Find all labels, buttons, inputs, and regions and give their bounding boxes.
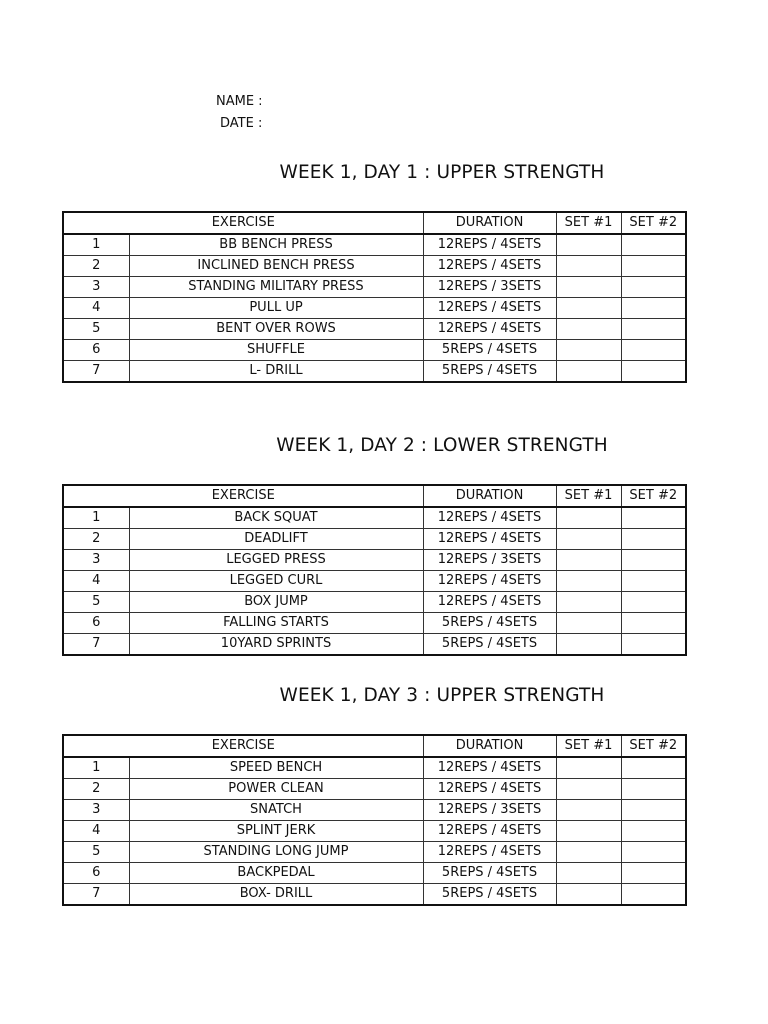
table-header-row [63,485,686,507]
set1-cell[interactable] [556,592,621,613]
set1-cell[interactable] [556,634,621,656]
day-3-title: WEEK 1, DAY 3 : UPPER STRENGTH [279,685,605,706]
set1-cell[interactable] [556,842,621,863]
set1-header: SET #1 [556,735,621,757]
table-row [63,234,686,256]
set2-cell[interactable] [621,800,686,821]
exercise-cell: STANDING MILITARY PRESS [129,277,423,298]
row-number: 3 [63,277,129,298]
row-number: 6 [63,863,129,884]
set1-cell[interactable] [556,571,621,592]
set1-cell[interactable] [556,863,621,884]
exercise-cell: POWER CLEAN [129,779,423,800]
date-label: DATE : [220,116,263,131]
day-3-table [62,734,687,906]
row-number: 5 [63,319,129,340]
row-number: 3 [63,800,129,821]
row-number: 6 [63,613,129,634]
row-number: 5 [63,592,129,613]
set1-cell[interactable] [556,277,621,298]
set2-cell[interactable] [621,319,686,340]
row-number: 4 [63,571,129,592]
table-row [63,592,686,613]
set2-header: SET #2 [621,212,686,234]
exercise-cell: LEGGED CURL [129,571,423,592]
table-row [63,340,686,361]
set2-cell[interactable] [621,634,686,656]
set1-cell[interactable] [556,613,621,634]
table-row [63,361,686,383]
duration-cell: 5REPS / 4SETS [423,613,556,634]
set2-cell[interactable] [621,779,686,800]
set2-cell[interactable] [621,592,686,613]
duration-cell: 12REPS / 3SETS [423,277,556,298]
table-row [63,800,686,821]
set1-cell[interactable] [556,234,621,256]
set1-cell[interactable] [556,821,621,842]
set1-cell[interactable] [556,884,621,906]
set2-cell[interactable] [621,571,686,592]
set2-cell[interactable] [621,821,686,842]
set1-cell[interactable] [556,361,621,383]
table-row [63,256,686,277]
table-row [63,634,686,656]
set1-cell[interactable] [556,550,621,571]
duration-cell: 5REPS / 4SETS [423,863,556,884]
table-row [63,529,686,550]
table-row [63,842,686,863]
table-row [63,884,686,906]
set1-cell[interactable] [556,340,621,361]
set2-cell[interactable] [621,234,686,256]
row-number: 4 [63,298,129,319]
set1-cell[interactable] [556,256,621,277]
duration-cell: 5REPS / 4SETS [423,884,556,906]
table-header-row [63,735,686,757]
duration-cell: 12REPS / 4SETS [423,319,556,340]
exercise-cell: INCLINED BENCH PRESS [129,256,423,277]
exercise-cell: DEADLIFT [129,529,423,550]
row-number: 5 [63,842,129,863]
exercise-cell: BOX- DRILL [129,884,423,906]
duration-cell: 12REPS / 4SETS [423,842,556,863]
exercise-cell: PULL UP [129,298,423,319]
row-number: 2 [63,256,129,277]
row-number: 1 [63,234,129,256]
day-1-table [62,211,687,383]
exercise-cell: BB BENCH PRESS [129,234,423,256]
duration-cell: 12REPS / 4SETS [423,234,556,256]
set2-cell[interactable] [621,277,686,298]
set2-cell[interactable] [621,757,686,779]
row-number: 7 [63,361,129,383]
exercise-cell: STANDING LONG JUMP [129,842,423,863]
exercise-cell: BENT OVER ROWS [129,319,423,340]
duration-cell: 12REPS / 4SETS [423,571,556,592]
exercise-header: EXERCISE [63,485,423,507]
set1-cell[interactable] [556,757,621,779]
table-row [63,507,686,529]
set1-cell[interactable] [556,800,621,821]
table-row [63,550,686,571]
duration-cell: 12REPS / 4SETS [423,529,556,550]
duration-header: DURATION [423,735,556,757]
exercise-cell: BACKPEDAL [129,863,423,884]
table-header-row [63,212,686,234]
set2-cell[interactable] [621,340,686,361]
table-row [63,613,686,634]
set1-cell[interactable] [556,779,621,800]
set2-cell[interactable] [621,884,686,906]
exercise-header: EXERCISE [63,735,423,757]
exercise-cell: SHUFFLE [129,340,423,361]
exercise-cell: SPEED BENCH [129,757,423,779]
set2-cell[interactable] [621,863,686,884]
table-row [63,319,686,340]
row-number: 6 [63,340,129,361]
exercise-header: EXERCISE [63,212,423,234]
exercise-cell: SPLINT JERK [129,821,423,842]
exercise-cell: BOX JUMP [129,592,423,613]
row-number: 2 [63,779,129,800]
duration-cell: 12REPS / 4SETS [423,298,556,319]
table-row [63,298,686,319]
exercise-cell: 10YARD SPRINTS [129,634,423,656]
day-2-title: WEEK 1, DAY 2 : LOWER STRENGTH [276,435,608,456]
row-number: 4 [63,821,129,842]
duration-cell: 5REPS / 4SETS [423,361,556,383]
table-row [63,277,686,298]
table-row [63,571,686,592]
exercise-cell: LEGGED PRESS [129,550,423,571]
duration-cell: 12REPS / 4SETS [423,507,556,529]
row-number: 7 [63,634,129,656]
table-row [63,863,686,884]
row-number: 1 [63,757,129,779]
set2-cell[interactable] [621,507,686,529]
duration-cell: 12REPS / 3SETS [423,550,556,571]
set2-header: SET #2 [621,735,686,757]
name-label: NAME : [216,94,263,109]
duration-cell: 5REPS / 4SETS [423,634,556,656]
row-number: 3 [63,550,129,571]
set2-cell[interactable] [621,550,686,571]
row-number: 2 [63,529,129,550]
exercise-cell: FALLING STARTS [129,613,423,634]
duration-cell: 12REPS / 4SETS [423,592,556,613]
set2-cell[interactable] [621,256,686,277]
duration-cell: 12REPS / 4SETS [423,256,556,277]
duration-cell: 12REPS / 4SETS [423,757,556,779]
duration-cell: 12REPS / 4SETS [423,779,556,800]
duration-header: DURATION [423,212,556,234]
duration-cell: 5REPS / 4SETS [423,340,556,361]
set1-cell[interactable] [556,319,621,340]
exercise-cell: BACK SQUAT [129,507,423,529]
duration-cell: 12REPS / 4SETS [423,821,556,842]
table-row [63,757,686,779]
day-1-title: WEEK 1, DAY 1 : UPPER STRENGTH [279,162,605,183]
row-number: 7 [63,884,129,906]
table-row [63,779,686,800]
set2-header: SET #2 [621,485,686,507]
exercise-cell: L- DRILL [129,361,423,383]
set2-cell[interactable] [621,298,686,319]
set1-cell[interactable] [556,298,621,319]
row-number: 1 [63,507,129,529]
day-2-table [62,484,687,656]
set1-header: SET #1 [556,485,621,507]
exercise-cell: SNATCH [129,800,423,821]
duration-header: DURATION [423,485,556,507]
set2-cell[interactable] [621,361,686,383]
set1-header: SET #1 [556,212,621,234]
table-row [63,821,686,842]
set1-cell[interactable] [556,529,621,550]
set2-cell[interactable] [621,529,686,550]
set2-cell[interactable] [621,613,686,634]
set1-cell[interactable] [556,507,621,529]
set2-cell[interactable] [621,842,686,863]
duration-cell: 12REPS / 3SETS [423,800,556,821]
